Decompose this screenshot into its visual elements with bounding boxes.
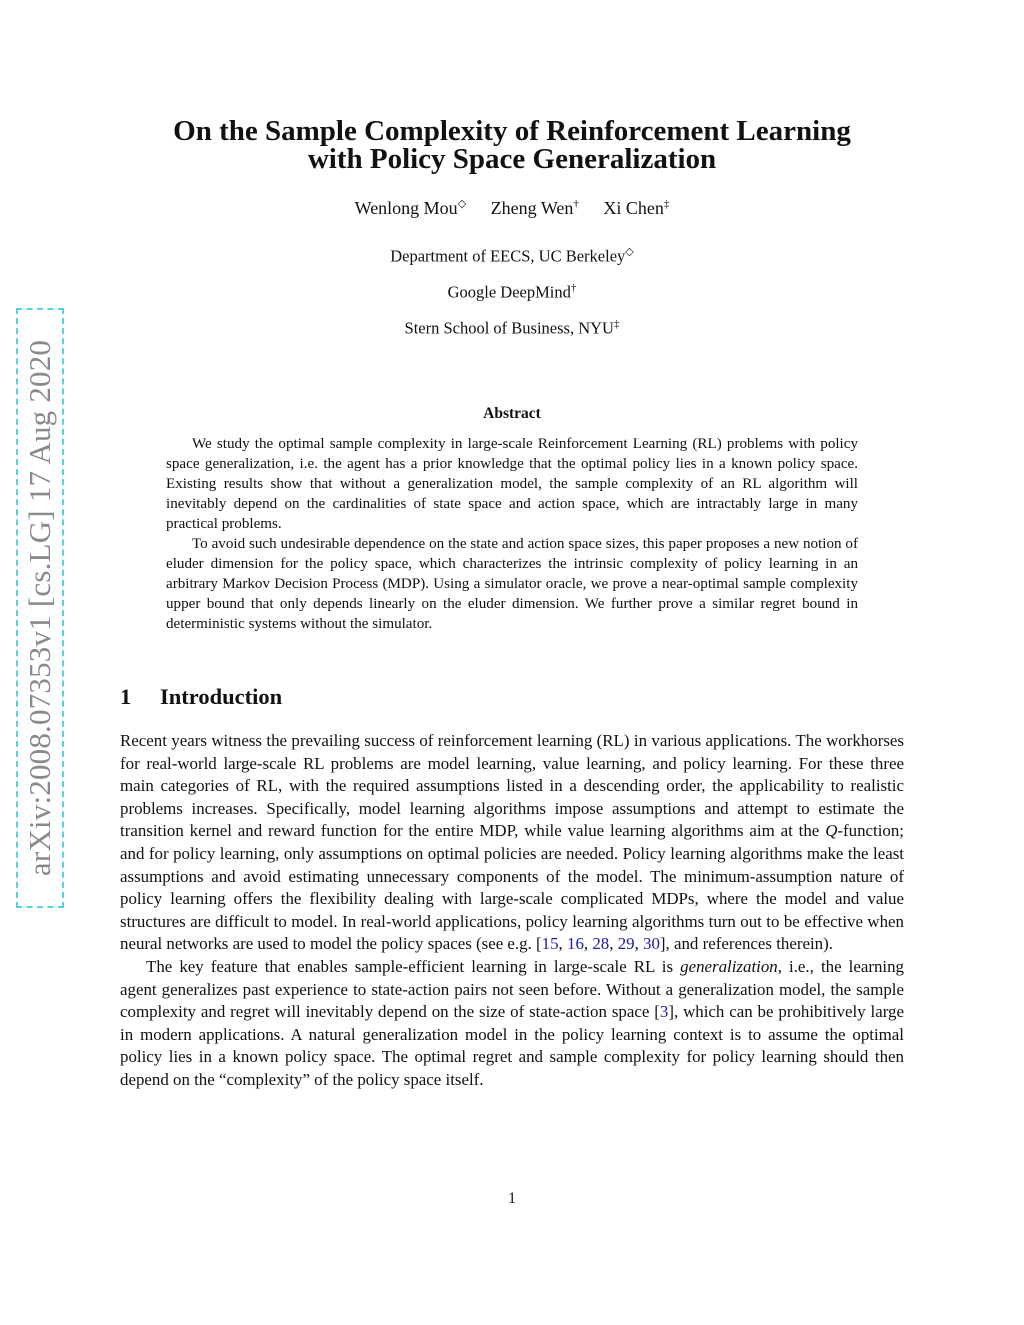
author [603,198,669,218]
citation-link[interactable]: 30 [643,934,660,954]
text-run: Recent years witness the prevailing success of reinforcement learning (RL) in various applications. The workhorses for real-world large-scale RL problems are model learning, value learning, and policy learning. For these three main categories of RL, with the required assumptions listed in a descending order, the applicability to realistic problems increases. Specifically, model learning algorithms impose assumptions and attempt to estimate the transition kernel and reward function for the entire MDP, while value learning algorithms aim at the [120,731,904,841]
body-paragraph: Recent years witness the prevailing success of reinforcement learning (RL) in various applications. The workhorses for real-world large-scale RL problems are model learning, value learning, and policy learning. For these three main categories of RL, with the required assumptions listed in a descending order, the applicability to realistic problems increases. Specifically, model learning algorithms impose assumptions and attempt to estimate the transition kernel and reward function for the entire MDP, while value learning algorithms aim at the Q-function; and for policy learning, only assumptions on optimal policies are needed. Policy learning algorithms make the least assumptions and avoid estimating unnecessary components of the model. The minimum-assumption nature of policy learning offers the flexibility dealing with large-scale complicated MDPs, where the model and value structures are difficult to model. In real-world applications, policy learning algorithms turn out to be effective when neural networks are used to model the policy spaces (see e.g. [15, 16, 28, 29, 30], and references therein). [120,731,904,954]
author-name: Wenlong Mou [354,198,458,218]
section-number: 1 [120,684,132,709]
abstract [166,434,858,634]
author-name: Zheng Wen [490,198,574,218]
affiliation [110,318,914,339]
citation-link[interactable]: 29 [617,934,635,954]
author-name: Xi Chen [603,198,664,218]
paper-title [110,117,914,173]
affiliation-mark: † [570,282,577,294]
author-mark: ◇ [457,198,467,210]
author [355,198,467,218]
section-heading [120,684,282,710]
text-run: , i.e., the learning agent generalizes past experience to state-action pairs not seen before. Without a generalization model, the sample complexity and regret will inevitably depend on the size of state-action space [ [120,956,904,1022]
citation-link[interactable]: 16 [567,934,584,954]
title-line-2: with Policy Space Generalization [307,143,717,175]
body-text [120,730,904,1092]
arxiv-stamp [16,308,64,908]
citation-link[interactable]: 15 [541,934,559,954]
affiliation-mark: ◇ [625,246,634,258]
affiliation-name: Google DeepMind [447,282,571,302]
text-run: ], which can be prohibitively large in modern applications. A natural generalization model in the policy learning context is to assume the optimal policy lies in a known policy space. The optimal regret and sample complexity for policy learning should then depend on the “complexity” of the policy space itself. [120,1002,904,1089]
affiliation-name: Stern School of Business, NYU [404,318,614,338]
affiliation-name: Department of EECS, UC Berkeley [390,246,626,266]
text-run: ], and references therein). [659,934,833,954]
text-run: -function; and for policy learning, only assumptions on optimal policies are needed. Policy learning algorithms make the least assumptions and avoid estimating unnecessary components of the model. The minimum-assumption nature of policy learning offers the flexibility dealing with large-scale complicated MDPs, where the model and value structures are difficult to model. In real-world applications, policy learning algorithms turn out to be effective when neural networks are used to model the policy spaces (see e.g. [ [120,821,904,954]
affiliation-mark: ‡ [613,318,620,330]
affiliation [110,245,914,267]
author-mark: † [573,198,579,210]
citation-link[interactable]: 28 [592,934,610,954]
arxiv-id: arXiv:2008.07353v1 [cs.LG] 17 Aug 2020 [22,339,57,877]
abstract-paragraph: We study the optimal sample complexity in large-scale Reinforcement Learning (RL) problems with policy space generalization, i.e. the agent has a prior knowledge that the optimal policy lies in a known policy space. Existing results show that without a generalization model, the sample complexity of an RL algorithm will inevitably depend on the cardinalities of state space and action space, which are intractably large in many practical problems. [166,436,858,532]
body-paragraph [120,956,904,1092]
author [491,198,579,218]
title-line-1: On the Sample Complexity of Reinforcement Learning [173,115,851,147]
section-title: Introduction [160,684,283,709]
abstract-paragraph: To avoid such undesirable dependence on the state and action space sizes, this paper proposes a new notion of eluder dimension for the policy space, which characterizes the intrinsic complexity of policy learning in an arbitrary Markov Decision Process (MDP). Using a simulator oracle, we prove a near-optimal sample complexity upper bound that only depends linearly on the eluder dimension. We further prove a similar regret bound in deterministic systems without the simulator. [166,536,858,632]
page-number: 1 [508,1190,516,1207]
author-mark: ‡ [663,198,670,210]
affiliation [110,282,914,303]
emphasis: generalization [680,956,778,976]
text-run: The key feature that enables sample-efficient learning in large-scale RL is [146,956,681,976]
citation-link[interactable]: 3 [659,1002,669,1022]
q-symbol: Q [825,821,838,841]
abstract-heading: Abstract [483,405,541,422]
author-list [110,197,914,219]
